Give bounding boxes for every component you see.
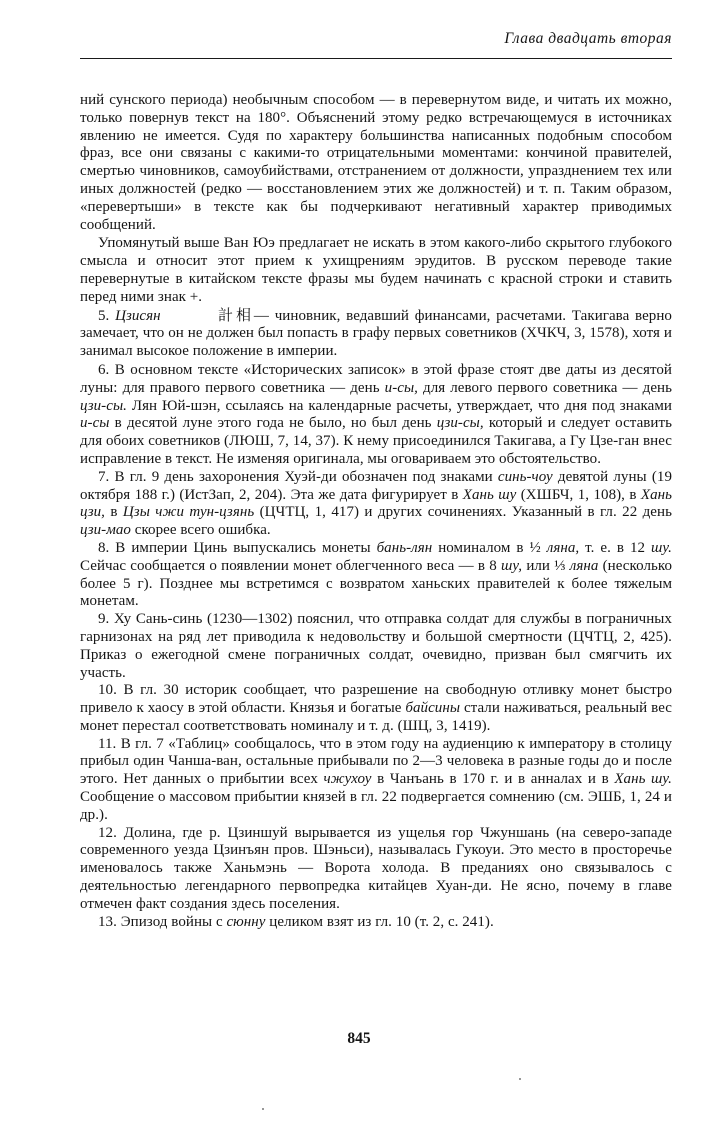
italic-term: Цзисян	[115, 307, 161, 324]
note-paragraph: ний сунского периода) необычным способом — в перевернутом виде, и читать их можно, только повернув текст на 180°. Объяснений этому редко встречающемуся в источниках явлению не имеется. Судя по характеру большинства написанных подобным способом фраз, все они связаны с какими-то отрицательными моментами: кончиной правителей, смертью чиновников, самоубийствами, отстранением от должности, упразднением тех или иных должностей (редко — восстановлением этих же должностей) и т. п. Таким образом, «перевертыши» в тексте как бы подчеркивают негативный характер приводимых сообщений.	[80, 92, 672, 233]
italic-term: чжухоу	[323, 771, 372, 788]
note-paragraph: 7. В гл. 9 день захоронения Хуэй-ди обозначен под знаками синь-чоу девятой луны (19 октября 188 г.) (ИстЗап, 2, 204). Эта же дата фигурирует в Хань шу (ХШБЧ, 1, 108), в Хань цзи, в Цзы чжи тун-цзянь (ЦЧТЦ, 1, 417) и других сочинениях. Указанный в гл. 22 день цзи-мао скорее всего ошибка.	[80, 468, 672, 539]
note-paragraph: 5. Цзисян 計相— чиновник, ведавший финансами, расчетами. Такигава верно замечает, что он не должен был попасть в графу первых советников (ХЧКЧ, 3, 1578), хотя и занимал высокое положение в империи.	[80, 305, 672, 360]
italic-term: шу,	[500, 557, 523, 574]
italic-term: синь-чоу	[497, 468, 553, 485]
italic-term: шу.	[651, 539, 672, 556]
italic-term: сюнну	[226, 913, 266, 930]
print-speck	[519, 1078, 521, 1080]
note-paragraph: 8. В империи Цинь выпускались монеты бань-лян номиналом в ½ ляна, т. е. в 12 шу. Сейчас сообщается о появлении монет облегченного веса — в 8 шу, или ⅓ ляна (несколько более 5 г). Позднее мы встретимся с возвратом ханьских правителей к более тяжелым монетам.	[80, 539, 672, 610]
italic-term: Цзы чжи тун-цзянь	[122, 504, 255, 521]
note-paragraph: 9. Ху Сань-синь (1230—1302) пояснил, что отправка солдат для службы в пограничных гарнизонах на ряд лет приводила к недовольству и большой смертности (ЦЧТЦ, 2, 425). Приказ о ежегодной смене пограничных солдат, очевидно, призван был смягчить их участь.	[80, 611, 672, 681]
italic-term: цзи-мао	[80, 522, 131, 539]
notes-body	[80, 92, 672, 931]
note-paragraph: 12. Долина, где р. Цзиншуй вырывается из ущелья гор Чжуншань (на северо-западе современного уезда Цзинъян пров. Шэньси), называлась Гукоуи. Это место в просторечье именовалось также Ханьмэнь — Ворота холода. В преданиях оно связывалось с деятельностью легендарного первопредка китайцев Хуан-ди. Не ясно, почему в главе отмечен факт создания здесь поселения.	[80, 824, 672, 912]
chinese-characters: 計相	[218, 305, 254, 324]
note-paragraph: 11. В гл. 7 «Таблиц» сообщалось, что в этом году на аудиенцию к императору в столицу прибыл один Чанша-ван, остальные прибывали по 2—3 человека в разные годы до и после этого. Нет данных о прибытии всех чжухоу в Чанъань в 170 г. и в анналах и в Хань шу. Сообщение о массовом прибытии князей в гл. 22 подвергается сомнению (см. ЭШБ, 1, 24 и др.).	[80, 735, 672, 823]
note-paragraph: Упомянутый выше Ван Юэ предлагает не искать в этом какого-либо скрытого глубокого смысла и относит этот прием к ухищрениям эрудитов. В русском переводе такие перевернутые в китайском тексте фразы мы будем начинать с красной строки и ставить перед ними знак +.	[80, 235, 672, 305]
italic-term: ляна,	[546, 539, 580, 556]
italic-term: и-сы,	[384, 379, 418, 396]
italic-term: и-сы	[80, 415, 110, 432]
note-paragraph: 6. В основном тексте «Исторических записок» в этой фразе стоят две даты из десятой луны: для правого первого советника — день и-сы, для левого первого советника — день цзи-сы. Лян Юй-шэн, ссылаясь на календарные расчеты, утверждает, что дня под знаками и-сы в десятой луне этого года не было, но был день цзи-сы, который и следует оставить для обоих советников (ЛЮШ, 7, 14, 37). К нему присоединился Такигава, а Гу Цзе-ган внес исправление в текст. Не изменяя оригинала, мы оговариваем это обстоятельство.	[80, 361, 672, 467]
italic-term: Хань шу.	[614, 771, 672, 788]
page-number: 845	[347, 1030, 371, 1047]
italic-term: цзи-сы,	[436, 415, 484, 432]
note-paragraph: 10. В гл. 30 историк сообщает, что разрешение на свободную отливку монет быстро привело к хаосу в этой области. Князья и богатые байсины стали наживаться, реальный вес монет перестал соответствовать номиналу и т. д. (ШЦ, 3, 1419).	[80, 682, 672, 734]
header-rule	[80, 58, 672, 59]
italic-term: байсины	[405, 700, 461, 717]
italic-term: ляна	[569, 557, 599, 574]
italic-term: Хань цзи,	[80, 486, 672, 521]
italic-term: Хань шу	[462, 486, 517, 503]
italic-term: цзи-сы.	[80, 397, 127, 414]
italic-term: бань-лян	[376, 539, 433, 556]
print-speck	[262, 1108, 264, 1110]
note-paragraph: 13. Эпизод войны с сюнну целиком взят из гл. 10 (т. 2, с. 241).	[98, 913, 494, 930]
running-header: Глава двадцать вторая	[504, 30, 672, 47]
